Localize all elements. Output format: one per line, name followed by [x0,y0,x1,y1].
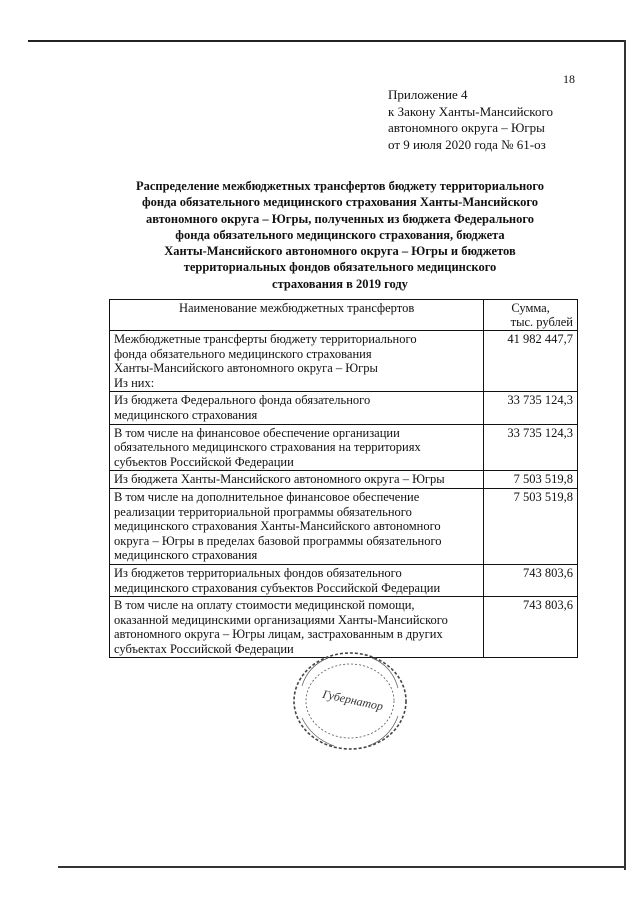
scan-edge-bottom [58,866,626,868]
row-name-line: фонда обязательного медицинского страхования [114,346,372,361]
header-name-cell: Наименование межбюджетных трансфертов [110,300,484,331]
header-sum-line: тыс. рублей [510,315,573,329]
table-header-row [110,300,578,331]
stamp-text: Губернатор [321,686,385,714]
appendix-line: от 9 июля 2020 года № 61-оз [388,136,546,152]
row-name-cell [110,471,484,489]
title-line: Распределение межбюджетных трансфертов бюджету территориального [135,179,545,193]
row-name-line: округа – Югры в пределах базовой программы обязательного [114,533,442,548]
row-name-line: Из бюджета Федерального фонда обязательного [114,393,371,408]
row-name-line: В том числе на дополнительное финансовое обеспечение [114,489,420,504]
row-name-line: медицинского страхования субъектов Российской Федерации [114,580,441,595]
table-row [110,424,578,471]
transfers-table [109,299,578,658]
scan-edge-right [624,40,626,870]
table-row [110,331,578,392]
row-name-line: В том числе на оплату стоимости медицинской помощи, [114,598,415,613]
row-name-line: субъектах Российской Федерации [114,641,294,656]
appendix-header [388,87,618,153]
title-line: страхования в 2019 году [272,276,408,291]
header-sum-cell [484,300,578,331]
table-row [110,488,578,564]
appendix-line: к Закону Ханты-Мансийского [388,103,553,119]
row-sum-cell: 41 982 447,7 [484,331,578,392]
row-name-cell [110,331,484,392]
row-name-line: Межбюджетные трансферты бюджету территориального [114,332,417,346]
header-sum-line: Сумма, [511,301,550,315]
row-name-line: обязательного медицинского страхования на территориях [114,440,421,455]
row-name-cell [110,424,484,471]
row-name-line: медицинского страхования [114,548,258,563]
row-name-line: субъектов Российской Федерации [114,454,294,469]
row-name-line: медицинского страхования [114,407,258,422]
row-name-cell [110,392,484,424]
title-line: территориальных фондов обязательного медицинского [183,260,497,275]
title-line: Ханты-Мансийского автономного округа – Югры и бюджетов [164,244,516,259]
row-name-line: медицинского страхования Ханты-Мансийского автономного [114,519,441,534]
row-name-line: автономного округа – Югры лицам, застрахованным в других [114,627,443,642]
governor-stamp [288,646,412,756]
row-name-line: Из бюджета Ханты-Мансийского автономного округа – Югры [114,472,445,487]
row-name-cell [110,488,484,564]
table-row [110,392,578,424]
row-name-line: Из бюджетов территориальных фондов обязательного [114,565,402,580]
row-sum-cell: 33 735 124,3 [484,392,578,424]
page-number: 18 [563,72,575,86]
scan-edge-top [28,40,624,42]
row-sum-cell: 743 803,6 [484,564,578,596]
row-sum-cell: 743 803,6 [484,597,578,658]
row-sum-cell: 7 503 519,8 [484,488,578,564]
row-sum-cell: 7 503 519,8 [484,471,578,489]
title-line: автономного округа – Югры, полученных из бюджета Федерального [145,211,535,226]
row-sum-cell: 33 735 124,3 [484,424,578,471]
title-line: фонда обязательного медицинского страхования, бюджета [175,227,505,242]
row-name-line: В том числе на финансовое обеспечение организации [114,425,400,440]
title-line: фонда обязательного медицинского страхования Ханты-Мансийского [141,195,539,210]
table-row [110,471,578,489]
row-name-line: оказанной медицинскими организациями Ханты-Мансийского [114,612,448,627]
row-name-line: Ханты-Мансийского автономного округа – Югры [114,361,378,376]
row-name-line: Из них: [114,375,155,390]
appendix-line: автономного округа – Югры [388,120,545,135]
row-name-line: реализации территориальной программы обязательного [114,504,412,519]
appendix-line: Приложение 4 [388,87,468,102]
table-row [110,564,578,596]
document-title [100,178,580,292]
row-name-cell [110,564,484,596]
